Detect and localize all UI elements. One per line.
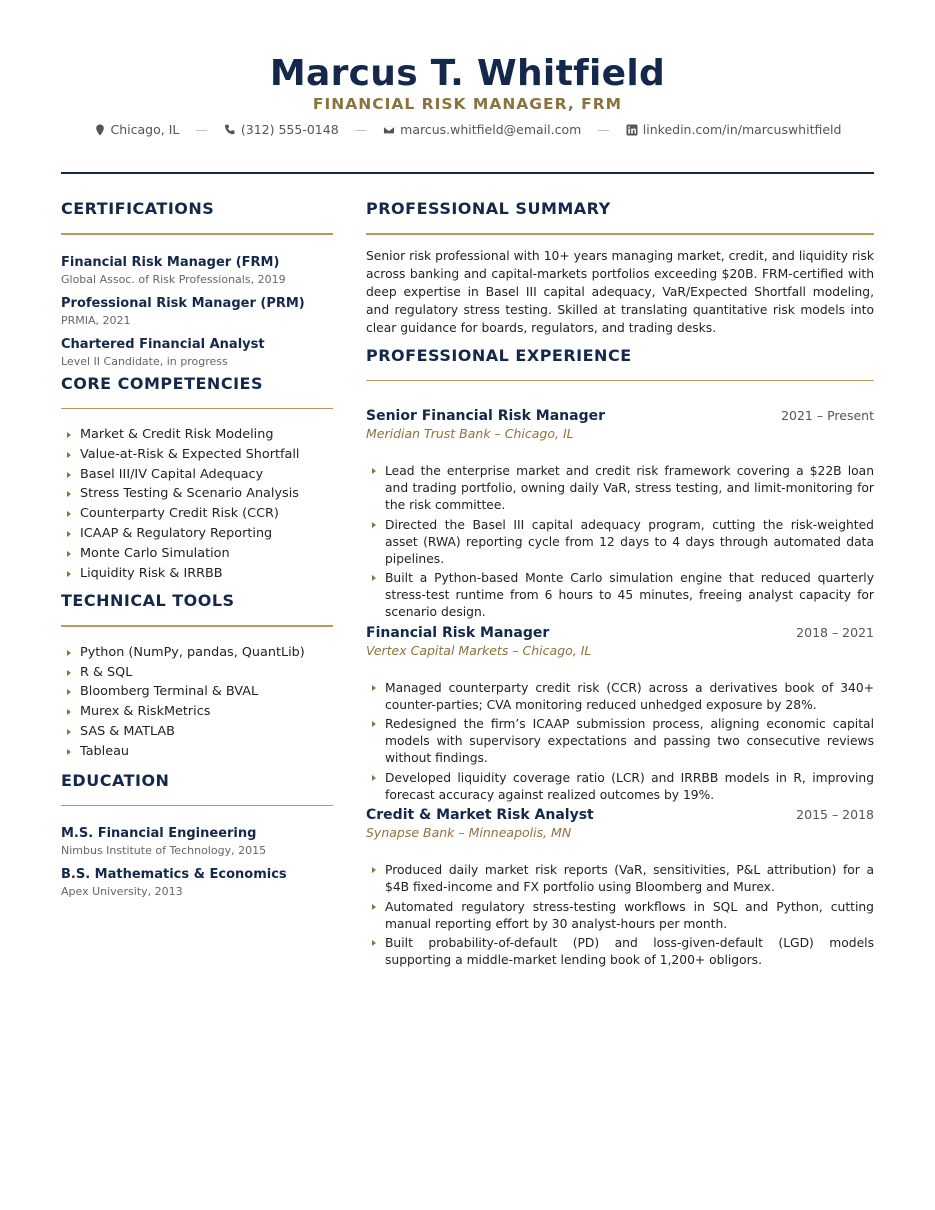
- envelope-icon: [383, 124, 395, 136]
- section-divider: [61, 233, 333, 235]
- resume-header: [0, 52, 935, 114]
- job-entry: [366, 624, 874, 804]
- section-divider: [366, 380, 874, 382]
- degree-school: Apex University, 2013: [61, 885, 183, 899]
- section-title: CERTIFICATIONS: [61, 199, 215, 218]
- degree-name: B.S. Mathematics & Economics: [61, 867, 287, 883]
- contact-email[interactable]: [383, 122, 581, 137]
- cert-item: [61, 335, 333, 369]
- list-item: SAS & MATLAB: [61, 722, 333, 742]
- list-item: Developed liquidity coverage ratio (LCR) and IRRBB models in R, improving forecast accuracy against realized outcomes by 19%.: [366, 770, 874, 804]
- contact-separator: —: [597, 122, 610, 137]
- list-item: Bloomberg Terminal & BVAL: [61, 682, 333, 702]
- degree-name: M.S. Financial Engineering: [61, 826, 257, 842]
- contact-phone: [224, 122, 339, 137]
- section-divider: [61, 805, 333, 807]
- list-item: Built a Python-based Monte Carlo simulation engine that reduced quarterly stress-test runtime from 6 hours to 45 minutes, freeing analyst capacity for scenario design.: [366, 570, 874, 621]
- contact-bar: [0, 122, 935, 137]
- section-divider: [366, 233, 874, 235]
- list-item: Python (NumPy, pandas, QuantLib): [61, 643, 333, 663]
- list-item: Murex & RiskMetrics: [61, 702, 333, 722]
- email-text[interactable]: marcus.whitfield@email.com: [400, 122, 582, 137]
- list-item: Monte Carlo Simulation: [61, 544, 333, 564]
- section-title: CORE COMPETENCIES: [61, 373, 263, 393]
- section-divider: [61, 408, 333, 410]
- job-title: Financial Risk Manager: [366, 624, 550, 641]
- summary-section: [366, 198, 874, 338]
- competencies-section: [61, 373, 333, 584]
- cert-item: [61, 294, 333, 328]
- section-title: PROFESSIONAL SUMMARY: [366, 199, 611, 218]
- list-item: Tableau: [61, 742, 333, 762]
- experience-section: [366, 345, 874, 970]
- section-divider: [61, 625, 333, 627]
- contact-separator: —: [195, 122, 208, 137]
- list-item: Managed counterparty credit risk (CCR) across a derivatives book of 340+ counter-parties; CVA monitoring reduced unhedged exposure by 28%.: [366, 680, 874, 714]
- cert-issuer: Global Assoc. of Risk Professionals, 2019: [61, 272, 286, 286]
- candidate-name: Marcus T. Whitfield: [269, 53, 666, 94]
- tools-list: [61, 643, 333, 762]
- list-item: Value-at-Risk & Expected Shortfall: [61, 445, 333, 465]
- map-pin-icon: [94, 124, 106, 136]
- job-dates: 2015 – 2018: [796, 807, 874, 823]
- cert-issuer: PRMIA, 2021: [61, 313, 131, 327]
- job-title: Credit & Market Risk Analyst: [366, 807, 594, 824]
- contact-separator: —: [354, 122, 368, 137]
- job-employer: Meridian Trust Bank – Chicago, IL: [366, 426, 574, 442]
- location-text: Chicago, IL: [110, 122, 180, 137]
- section-title: PROFESSIONAL EXPERIENCE: [366, 345, 632, 365]
- candidate-headline: FINANCIAL RISK MANAGER, FRM: [312, 95, 623, 113]
- list-item: Lead the enterprise market and credit risk framework covering a $22B loan and trading portfolio, owning daily VaR, stress testing, and limit-monitoring for the risk committee.: [366, 463, 874, 514]
- right-column: [366, 198, 874, 972]
- job-employer: Vertex Capital Markets – Chicago, IL: [366, 642, 592, 658]
- section-title: TECHNICAL TOOLS: [61, 591, 235, 611]
- linkedin-icon: [626, 124, 638, 136]
- certifications-section: [61, 198, 333, 369]
- cert-name: Financial Risk Manager (FRM): [61, 254, 280, 270]
- list-item: Liquidity Risk & IRRBB: [61, 564, 333, 584]
- tools-section: [61, 590, 333, 761]
- linkedin-text[interactable]: linkedin.com/in/marcuswhitfield: [642, 122, 842, 137]
- education-section: [61, 770, 333, 900]
- contact-location: [94, 122, 180, 137]
- job-dates: 2021 – Present: [781, 408, 874, 424]
- phone-text: (312) 555-0148: [240, 122, 339, 137]
- job-bullets: [366, 862, 874, 969]
- job-dates: 2018 – 2021: [796, 624, 874, 640]
- header-divider: [61, 172, 874, 174]
- cert-name: Chartered Financial Analyst: [61, 336, 265, 352]
- list-item: Produced daily market risk reports (VaR, sensitivities, P&L attribution) for a $4B fixed-income and FX portfolio using Bloomberg and Murex.: [366, 862, 874, 896]
- list-item: Basel III/IV Capital Adequacy: [61, 465, 333, 485]
- list-item: R & SQL: [61, 663, 333, 683]
- summary-text: Senior risk professional with 10+ years managing market, credit, and liquidity risk across banking and capital-markets portfolios exceeding $20B. FRM-certified with deep expertise in Basel III capital adequacy, VaR/Expected Shortfall modeling, and regulatory stress testing. Skilled at translating quantitative risk models into clear guidance for boards, regulators, and trading desks.: [366, 248, 874, 336]
- cert-item: [61, 253, 333, 287]
- degree-school: Nimbus Institute of Technology, 2015: [61, 844, 267, 858]
- left-column: [61, 198, 333, 906]
- phone-icon: [224, 124, 236, 136]
- section-title: EDUCATION: [61, 770, 170, 790]
- list-item: Redesigned the firm’s ICAAP submission process, aligning economic capital models with supervisory expectations and passing two consecutive reviews without findings.: [366, 716, 874, 767]
- job-bullets: [366, 680, 874, 804]
- list-item: ICAAP & Regulatory Reporting: [61, 524, 333, 544]
- list-item: Directed the Basel III capital adequacy program, cutting the risk-weighted asset (RWA) reporting cycle from 12 days to 4 days through automated data pipelines.: [366, 517, 874, 568]
- cert-issuer: Level II Candidate, in progress: [61, 354, 228, 368]
- list-item: Automated regulatory stress-testing workflows in SQL and Python, cutting manual reporting effort by 30 analyst-hours per month.: [366, 899, 874, 933]
- cert-name: Professional Risk Manager (PRM): [61, 295, 305, 311]
- list-item: Market & Credit Risk Modeling: [61, 425, 333, 445]
- job-entry: [366, 806, 874, 969]
- list-item: Stress Testing & Scenario Analysis: [61, 484, 333, 504]
- contact-linkedin[interactable]: [626, 122, 842, 137]
- job-bullets: [366, 463, 874, 621]
- list-item: Counterparty Credit Risk (CCR): [61, 504, 333, 524]
- job-title: Senior Financial Risk Manager: [366, 408, 606, 425]
- degree-item: [61, 824, 333, 858]
- competencies-list: [61, 425, 333, 583]
- list-item: Built probability-of-default (PD) and loss-given-default (LGD) models supporting a middle-market lending book of 1,200+ obligors.: [366, 935, 874, 969]
- job-employer: Synapse Bank – Minneapolis, MN: [366, 825, 572, 841]
- job-entry: [366, 407, 874, 621]
- degree-item: [61, 865, 333, 899]
